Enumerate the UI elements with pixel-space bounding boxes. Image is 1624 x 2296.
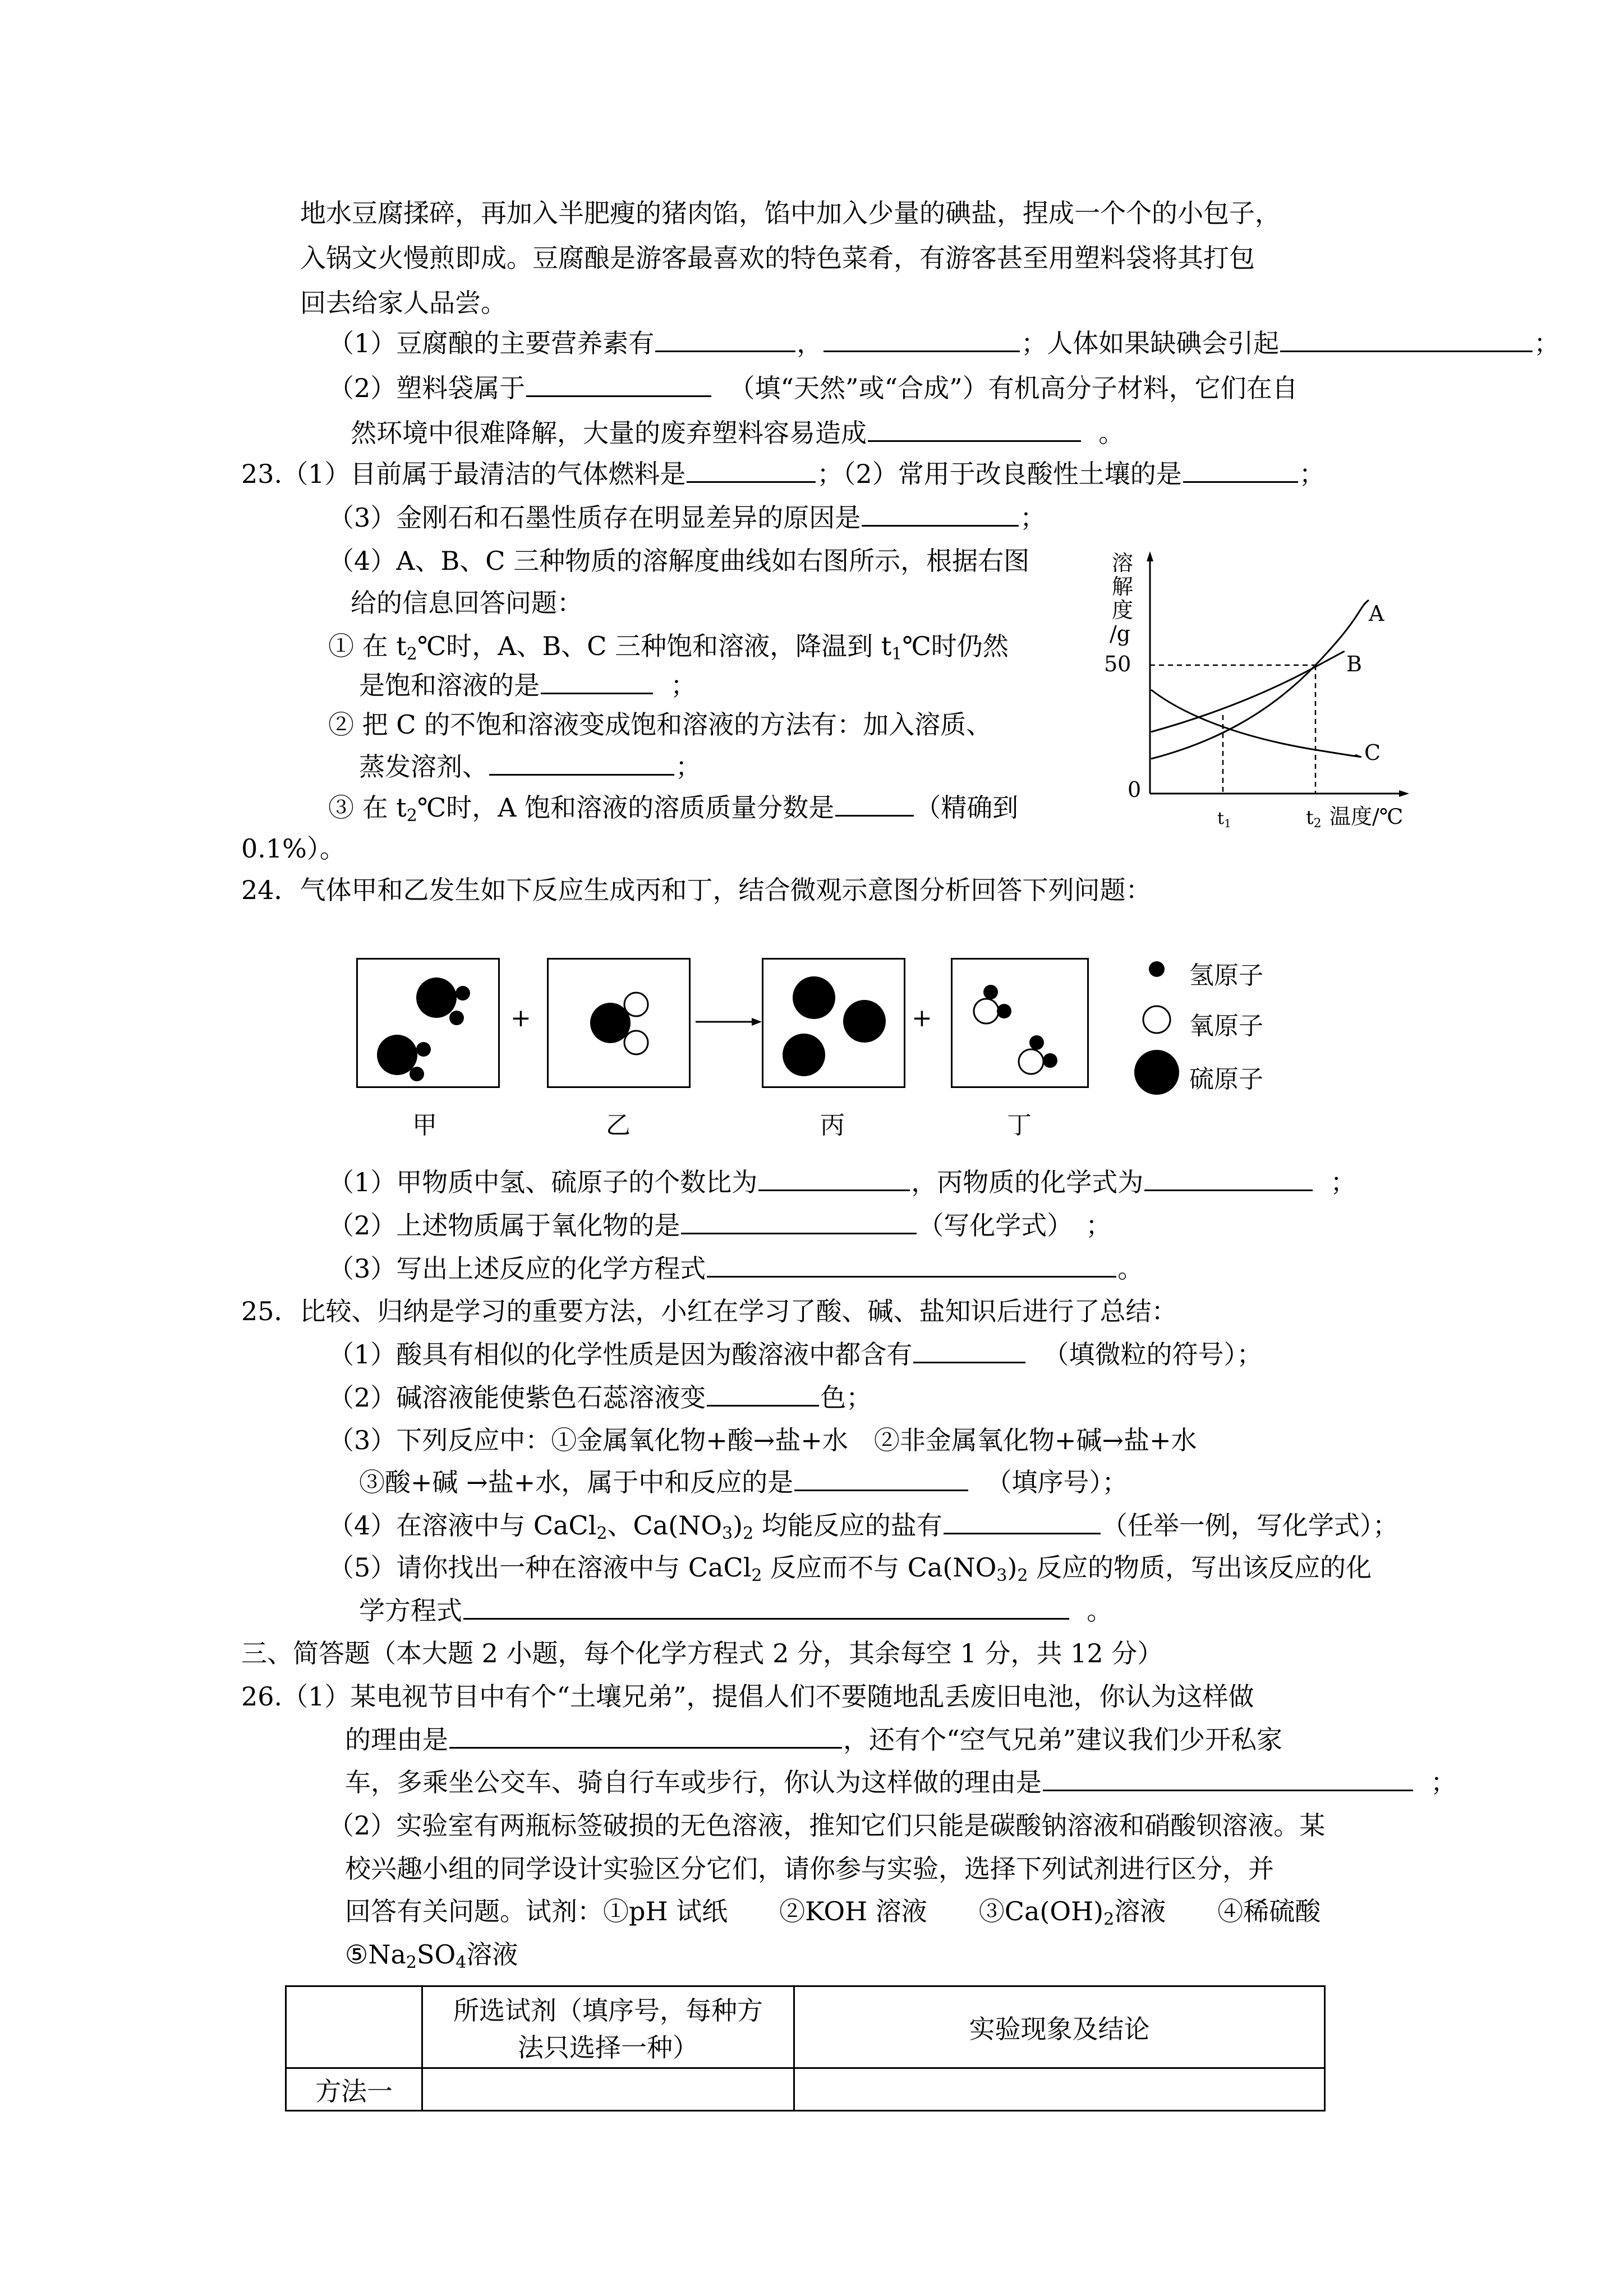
y-axis-label-char: 度 [1112, 598, 1134, 623]
table-header-cell: 实验现象及结论 [794, 1986, 1325, 2068]
q26-part1-cont2: 车，多乘坐公交车、骑自行车或步行，你认为这样做的理由是 ； [345, 1767, 1457, 1797]
reaction-arrow-icon [696, 1015, 763, 1029]
y-axis-arrow [1147, 551, 1153, 561]
q26-part1: 26.（1）某电视节目中有个“土壤兄弟”，提倡人们不要随地乱丢废旧电池，你认为这样做 [241, 1681, 1254, 1712]
q23-line5: ① 在 $t_2℃$时，A、B、C 三种饱和溶液，降温到 $t_1℃$时仍然 [328, 631, 1009, 664]
q24-part1: （1）甲物质中氢、硫原子的个数比为 ，丙物质的化学式为 ； [328, 1167, 1356, 1197]
q23-line3: （4）A、B、C 三种物质的溶解度曲线如右图所示，根据右图 [328, 546, 1030, 576]
q25-part4: （4）在溶液中与 CaCl$_2$、$Ca(NO_3)_2$ 均能反应的盐有 （任举一例，写化学式）； [328, 1510, 1398, 1543]
answer-blank[interactable] [1043, 1766, 1413, 1791]
q23-line4: 给的信息回答问题： [351, 588, 583, 618]
answer-blank[interactable] [868, 417, 1081, 442]
y-axis-label-char: /g [1110, 621, 1131, 646]
answer-blank[interactable] [1144, 1166, 1313, 1191]
legend-hydrogen: 氢原子 [1189, 961, 1263, 990]
q25-part5-cont: 学方程式 。 [359, 1596, 1113, 1626]
label-jia: 甲 [412, 1111, 437, 1140]
answer-blank[interactable] [463, 1594, 1069, 1620]
intro-line: 入锅文火慢煎即成。豆腐酿是游客最喜欢的特色菜肴，有游客甚至用塑料袋将其打包 [300, 243, 1255, 273]
solubility-chart [1099, 547, 1425, 844]
q24-part3: （3）写出上述反应的化学方程式 。 [328, 1253, 1144, 1284]
q26-part2: （2）实验室有两瓶标签破损的无色溶液，推知它们只能是碳酸钠溶液和硝酸钡溶液。某 [328, 1810, 1326, 1841]
legend-sulfur: 硫原子 [1189, 1065, 1263, 1094]
answer-blank[interactable] [655, 327, 795, 352]
x-axis-label: 温度/℃ [1329, 804, 1404, 829]
q22-part2: （2）塑料袋属于 （填“天然”或“合成”）有机高分子材料，它们在自 [328, 373, 1298, 403]
q26-part2-reagents: 回答有关问题。试剂：①pH 试纸 ②KOH 溶液 $③Ca(OH)_2$溶液 ④稀硫酸 [345, 1896, 1321, 1929]
answer-blank[interactable] [681, 1209, 917, 1234]
table-cell-answer[interactable] [794, 2068, 1325, 2111]
series-label-b: B [1346, 652, 1362, 676]
q26-part2-reagent5: $⑤Na_2SO_4$溶液 [345, 1939, 518, 1972]
section-title: 三、简答题（本大题 2 小题，每个化学方程式 2 分，其余每空 1 分，共 12 分） [241, 1638, 1163, 1668]
molecule-box-yi [547, 958, 691, 1088]
molecule-ding-icon [953, 960, 1087, 1086]
experiment-table [285, 1985, 1326, 2111]
table-header-cell: 所选试剂（填序号，每种方 法只选择一种） [422, 1986, 794, 2068]
q23-line8: 蒸发溶剂、 ； [359, 751, 701, 782]
molecule-bing-icon [763, 960, 904, 1086]
intro-line: 回去给家人品尝。 [300, 288, 507, 318]
q26-part1-cont: 的理由是 ，还有个“空气兄弟”建议我们少开私家 [345, 1725, 1283, 1755]
series-label-a: A [1369, 601, 1384, 626]
curve-a [1151, 600, 1369, 759]
series-label-c: C [1364, 740, 1381, 765]
y-tick-label: 50 [1104, 652, 1131, 676]
answer-blank[interactable] [489, 750, 674, 776]
label-ding: 丁 [1007, 1111, 1032, 1140]
x-tick-t1: $t_1$ [1217, 809, 1231, 830]
origin-label: 0 [1128, 777, 1142, 802]
answer-blank[interactable] [526, 372, 711, 397]
molecule-box-ding [951, 958, 1089, 1088]
answer-blank[interactable] [1280, 327, 1533, 352]
answer-blank[interactable] [944, 1509, 1101, 1534]
label-bing: 丙 [820, 1111, 845, 1140]
molecule-box-jia [356, 958, 500, 1088]
x-axis-arrow [1399, 790, 1409, 797]
legend-oxygen: 氧原子 [1189, 1012, 1263, 1040]
q24-stem: 24．气体甲和乙发生如下反应生成丙和丁，结合微观示意图分析回答下列问题： [241, 875, 1152, 905]
q23-line2: （3）金刚石和石墨性质存在明显差异的原因是 ； [328, 502, 1046, 533]
answer-blank[interactable] [541, 669, 653, 694]
answer-blank[interactable] [449, 1723, 842, 1749]
answer-blank[interactable] [758, 1166, 910, 1191]
q25-part5: （5）请你找出一种在溶液中与 CaCl$_2$ 反应而不与 $Ca(NO_3)_2$ 反应的物质，写出该反应的化 [328, 1552, 1372, 1585]
atom-legend-icons [1133, 953, 1189, 1099]
y-axis-label-char: 溶 [1112, 551, 1134, 575]
table-row [286, 2068, 1325, 2111]
q23-line1: 23.（1）目前属于最清洁的气体燃料是 ；（2）常用于改良酸性土壤的是 ； [241, 459, 1325, 489]
answer-blank[interactable] [687, 458, 816, 483]
molecule-jia-icon [358, 960, 498, 1086]
q23-line6: 是饱和溶液的是 ； [359, 670, 697, 700]
q23-line9: ③ 在 $t_2℃$时，A 饱和溶液的溶质质量分数是 （精确到 [328, 792, 1019, 826]
intro-line: 地水豆腐揉碎，再加入半肥瘦的猪肉馅，馅中加入少量的碘盐，捏成一个个的小包子， [300, 198, 1281, 228]
answer-blank[interactable] [835, 791, 914, 817]
table-header-cell [286, 1986, 422, 2068]
q23-line7: ② 把 C 的不饱和溶液变成饱和溶液的方法有：加入溶质、 [328, 709, 992, 740]
answer-blank[interactable] [823, 327, 1020, 352]
hydrogen-atom-icon [1149, 961, 1165, 977]
molecule-yi-icon [549, 960, 689, 1086]
q26-part2-cont: 校兴趣小组的同学设计实验区分它们，请你参与实验，选择下列试剂进行区分，并 [345, 1854, 1274, 1884]
q24-part2: （2）上述物质属于氧化物的是 （写化学式） ； [328, 1210, 1112, 1241]
answer-blank[interactable] [862, 501, 1019, 527]
answer-blank[interactable] [1183, 458, 1298, 483]
q25-part3-cont: ③酸+碱 →盐+水，属于中和反应的是 （填序号）； [359, 1467, 1128, 1497]
q25-part1: （1）酸具有相似的化学性质是因为酸溶液中都含有 （填微粒的符号）； [328, 1339, 1263, 1370]
y-axis-label-char: 解 [1112, 574, 1134, 599]
q22-part1: （1）豆腐酿的主要营养素有 ， ；人体如果缺碘会引起 ； [328, 328, 1560, 358]
x-tick-t2: t2 [1306, 806, 1322, 831]
oxygen-atom-icon [1143, 1006, 1170, 1033]
q25-part2: （2）碱溶液能使紫色石蕊溶液变 色； [328, 1382, 872, 1413]
table-header-row [286, 1986, 1325, 2068]
molecule-box-bing [762, 958, 905, 1088]
answer-blank[interactable] [794, 1466, 968, 1491]
answer-blank[interactable] [913, 1338, 1025, 1363]
q25-part3: （3）下列反应中：①金属氧化物+酸→盐+水 ②非金属氧化物+碱→盐+水 [328, 1425, 1197, 1455]
q22-part2-cont: 然环境中很难降解，大量的废弃塑料容易造成 。 [351, 418, 1125, 448]
sulfur-atom-icon [1134, 1050, 1179, 1095]
plus-sign: + [912, 1004, 932, 1032]
plus-sign: + [510, 1004, 531, 1032]
label-yi: 乙 [606, 1111, 631, 1140]
q23-line10: 0.1%）。 [241, 833, 346, 864]
answer-blank[interactable] [707, 1381, 819, 1407]
table-cell: 方法一 [286, 2068, 422, 2111]
answer-blank[interactable] [707, 1252, 1116, 1278]
table-cell-answer[interactable] [422, 2068, 794, 2111]
q25-stem: 25．比较、归纳是学习的重要方法，小红在学习了酸、碱、盐知识后进行了总结： [241, 1296, 1177, 1326]
